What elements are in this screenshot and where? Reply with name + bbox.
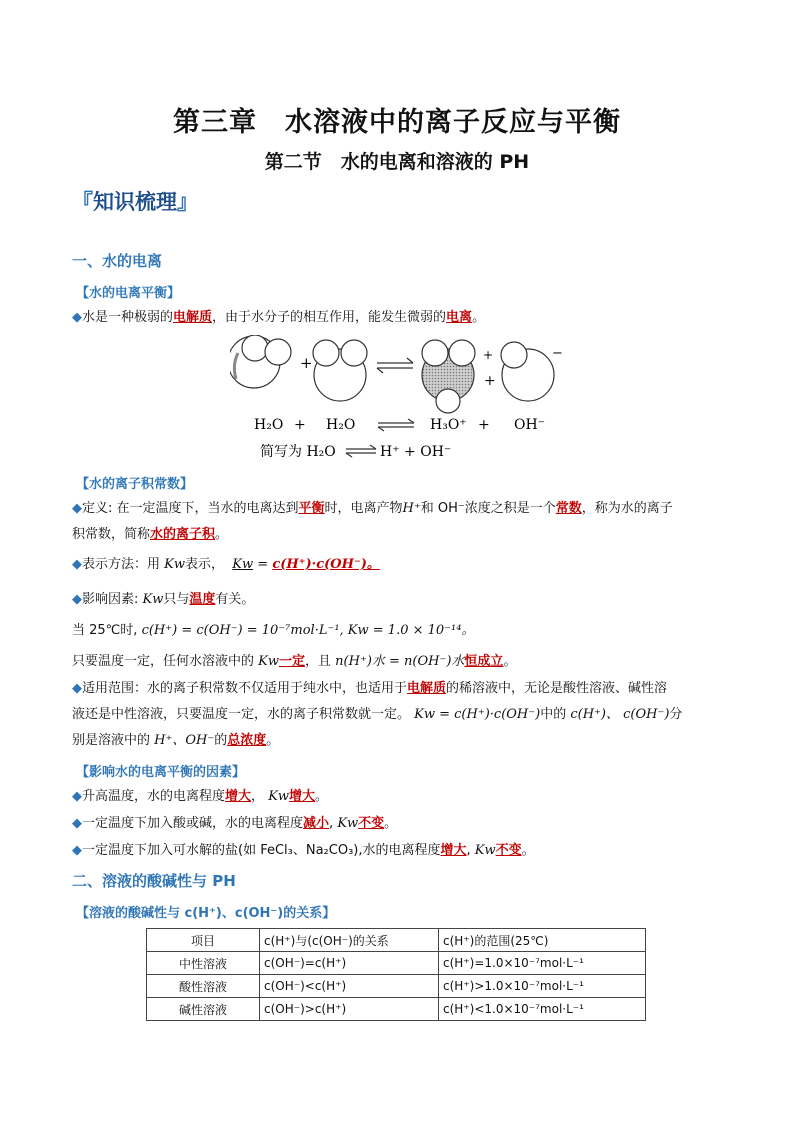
text: 升高温度，水的电离程度 bbox=[82, 789, 226, 804]
diamond-bullet-icon: ◆ bbox=[72, 681, 82, 696]
subheading-ionization-equilibrium: 【水的电离平衡】 bbox=[76, 286, 181, 301]
table-row bbox=[147, 952, 646, 975]
paragraph-scope bbox=[72, 676, 727, 754]
text: 。 bbox=[215, 527, 229, 542]
math: Kw bbox=[337, 816, 359, 831]
section-heading-2: 二、溶液的酸碱性与 PH bbox=[72, 872, 236, 890]
text: 的稀溶液中，无论是酸性溶液、碱性溶 bbox=[446, 681, 668, 696]
text: ，且 bbox=[305, 654, 332, 669]
math: Kw = c(H⁺)·c(OH⁻) bbox=[414, 707, 541, 722]
diamond-bullet-icon: ◆ bbox=[72, 789, 82, 804]
answer-blank: 水的离子积 bbox=[150, 527, 216, 542]
formula-oh: OH⁻ bbox=[514, 417, 546, 433]
short-form-left: 简写为 H₂O bbox=[260, 444, 336, 460]
diamond-bullet-icon: ◆ bbox=[72, 843, 82, 858]
short-form-right: H⁺ + OH⁻ bbox=[380, 444, 452, 460]
answer-blank: 增大 bbox=[289, 789, 316, 804]
answer-blank: 不变 bbox=[495, 843, 522, 858]
diamond-bullet-icon: ◆ bbox=[72, 501, 82, 516]
text: 表示， bbox=[185, 557, 225, 572]
water-molecule-icon bbox=[313, 340, 367, 401]
text: 。 bbox=[266, 733, 280, 748]
hydroxide-molecule-icon bbox=[501, 342, 554, 401]
table-row bbox=[147, 998, 646, 1021]
table-cell: 中性溶液 bbox=[147, 952, 260, 975]
answer-blank: 增大 bbox=[440, 843, 467, 858]
answer-blank: 一定 bbox=[279, 654, 306, 669]
positive-charge: + bbox=[483, 348, 494, 362]
water-molecule-icon bbox=[230, 335, 291, 388]
text: 水是一种极弱的 bbox=[82, 310, 174, 325]
text: 有关。 bbox=[215, 592, 255, 607]
paragraph-factor-temperature bbox=[72, 784, 727, 810]
subheading-ion-product: 【水的离子积常数】 bbox=[76, 477, 194, 492]
text: , bbox=[466, 843, 471, 858]
text: 。 bbox=[521, 843, 535, 858]
answer-blank: 温度 bbox=[189, 592, 216, 607]
paragraph-constant bbox=[72, 649, 727, 675]
table-cell: 酸性溶液 bbox=[147, 975, 260, 998]
text: 。 bbox=[472, 310, 486, 325]
acidity-table bbox=[146, 928, 646, 1021]
text: 一定温度下加入酸或碱，水的电离程度 bbox=[82, 816, 304, 831]
page-subtitle: 第二节 水的电离和溶液的 PH bbox=[264, 151, 530, 173]
text: 只与 bbox=[163, 592, 190, 607]
text: 积常数，简称 bbox=[72, 527, 151, 542]
hydronium-molecule-icon bbox=[422, 340, 475, 413]
table-cell: c(H⁺)>1.0×10⁻⁷mol·L⁻¹ bbox=[439, 975, 646, 998]
answer-blank: 增大 bbox=[225, 789, 252, 804]
text: ， bbox=[251, 789, 265, 804]
text: 液还是中性溶液，只要温度一定，水的离子积常数就一定。 bbox=[72, 707, 411, 722]
text: 中的 bbox=[540, 707, 567, 722]
table-header-row bbox=[147, 929, 646, 952]
equilibrium-arrow-icon bbox=[346, 445, 376, 457]
paragraph-representation bbox=[72, 552, 727, 578]
negative-charge: − bbox=[552, 346, 563, 361]
text: 和 OH⁻浓度之积是一个 bbox=[420, 501, 556, 516]
table-cell: c(H⁺)=1.0×10⁻⁷mol·L⁻¹ bbox=[439, 952, 646, 975]
answer-blank: 平衡 bbox=[298, 501, 325, 516]
math: Kw bbox=[164, 557, 185, 572]
diamond-bullet-icon: ◆ bbox=[72, 592, 82, 607]
text: 影响因素: bbox=[82, 592, 139, 607]
math: Kw bbox=[268, 789, 290, 804]
text: , bbox=[329, 816, 334, 831]
plus-sign: + bbox=[478, 417, 490, 433]
math: H⁺ bbox=[402, 501, 421, 516]
formula-h2o: H₂O bbox=[254, 417, 284, 433]
text: 。 bbox=[503, 654, 517, 669]
equilibrium-arrow-icon bbox=[378, 419, 414, 431]
paragraph-intro bbox=[72, 305, 727, 331]
answer-blank: 电解质 bbox=[173, 310, 213, 325]
table-header-cell: c(H⁺)的范围(25℃) bbox=[439, 929, 646, 952]
answer-blank: 减小 bbox=[303, 816, 330, 831]
section-heading-1: 一、水的电离 bbox=[72, 252, 163, 270]
table-header-cell: c(H⁺)与(c(OH⁻)的关系 bbox=[260, 929, 439, 952]
diamond-bullet-icon: ◆ bbox=[72, 310, 82, 325]
paragraph-factor-acid-base bbox=[72, 811, 727, 837]
table-row bbox=[147, 975, 646, 998]
text: ，称为水的离子 bbox=[581, 501, 673, 516]
plus-sign: + bbox=[300, 354, 313, 372]
math: Kw bbox=[258, 654, 279, 669]
answer-blank: 电解质 bbox=[407, 681, 447, 696]
paragraph-definition bbox=[72, 496, 727, 548]
paragraph-factor-salt bbox=[72, 838, 727, 864]
text: 适用范围：水的离子积常数不仅适用于纯水中，也适用于 bbox=[82, 681, 408, 696]
knowledge-title: 知识梳理 bbox=[93, 190, 177, 214]
text: 分 bbox=[669, 707, 683, 722]
table-cell: c(OH⁻)<c(H⁺) bbox=[260, 975, 439, 998]
math: c(H⁺)、 bbox=[570, 707, 619, 722]
answer-blank: c(H⁺)·c(OH⁻)。 bbox=[272, 557, 380, 572]
text: 一定温度下加入可水解的盐(如 FeCl₃、Na₂CO₃),水的电离程度 bbox=[82, 843, 441, 858]
formula-h2o: H₂O bbox=[326, 417, 356, 433]
diamond-bullet-icon: ◆ bbox=[72, 557, 82, 572]
text: 时，电离产物 bbox=[324, 501, 403, 516]
text: 定义: 在一定温度下，当水的电离达到 bbox=[82, 501, 299, 516]
text: 。 bbox=[384, 816, 398, 831]
answer-blank: 总浓度 bbox=[227, 733, 267, 748]
text: 的 bbox=[214, 733, 228, 748]
plus-sign: + bbox=[294, 417, 306, 433]
subheading-factors: 【影响水的电离平衡的因素】 bbox=[76, 765, 246, 780]
math: = bbox=[257, 557, 269, 572]
page-title: 第三章 水溶液中的离子反应与平衡 bbox=[173, 107, 621, 138]
table-cell: 碱性溶液 bbox=[147, 998, 260, 1021]
equilibrium-arrow-icon bbox=[377, 358, 413, 373]
text: 别是溶液中的 bbox=[72, 733, 151, 748]
math: c(OH⁻) bbox=[623, 707, 670, 722]
knowledge-header bbox=[72, 186, 198, 216]
answer-blank: 不变 bbox=[358, 816, 385, 831]
formula-h3o: H₃O⁺ bbox=[430, 417, 467, 433]
table-cell: c(OH⁻)=c(H⁺) bbox=[260, 952, 439, 975]
answer-blank: 常数 bbox=[555, 501, 582, 516]
math: H⁺、OH⁻ bbox=[154, 733, 215, 748]
paragraph-25c bbox=[72, 618, 727, 644]
table-cell: c(OH⁻)>c(H⁺) bbox=[260, 998, 439, 1021]
table-cell: c(H⁺)<1.0×10⁻⁷mol·L⁻¹ bbox=[439, 998, 646, 1021]
text: 只要温度一定，任何水溶液中的 bbox=[72, 654, 255, 669]
text: ，由于水分子的相互作用，能发生微弱的 bbox=[212, 310, 447, 325]
diamond-bullet-icon: ◆ bbox=[72, 816, 82, 831]
text: 表示方法：用 bbox=[82, 557, 161, 572]
math: c(H⁺) = c(OH⁻) = 10⁻⁷mol·L⁻¹, Kw = 1.0 × 10⁻¹⁴。 bbox=[141, 623, 475, 638]
water-ionization-diagram bbox=[230, 335, 580, 465]
text: 。 bbox=[315, 789, 329, 804]
math: Kw bbox=[474, 843, 496, 858]
math: Kw bbox=[142, 592, 164, 607]
bracket-open: 『 bbox=[72, 190, 93, 214]
plus-sign: + bbox=[484, 373, 496, 389]
answer-blank: 电离 bbox=[446, 310, 473, 325]
answer-blank: 恒成立 bbox=[464, 654, 504, 669]
paragraph-factor bbox=[72, 587, 727, 613]
subheading-acidity-relation: 【溶液的酸碱性与 c(H⁺)、c(OH⁻)的关系】 bbox=[76, 906, 336, 921]
math: Kw bbox=[232, 557, 254, 572]
math: n(H⁺)水 = n(OH⁻)水 bbox=[335, 654, 465, 669]
text: 当 25℃时, bbox=[72, 623, 138, 638]
table-header-cell: 项目 bbox=[147, 929, 260, 952]
bracket-close: 』 bbox=[177, 190, 198, 214]
